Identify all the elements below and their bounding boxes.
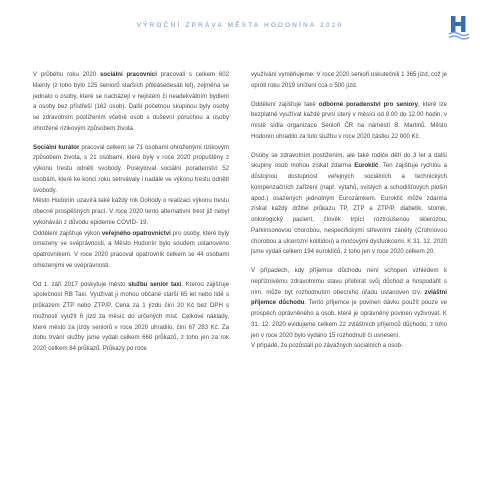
text-run: . Kterou zajišťuje společnost RB Taxi. Využívat ji mohou občané starší 65 let nebo lidé s průkazem ZTP nebo ZTP/P. Cena za 1 jízdu činí 20 Kč bez DPH s možností využít 6 jízd za měsíc do určených míst. Celkové náklady, které město za jízdy seniorů v roce 2020 uhradilo, činí 67 283 Kč. Za dobu trvání služby jsme vydali celkem 660 průkazů, z toho jen za rok 2020 celkem 84 průkazů. Průkazy po roce — [33, 280, 229, 352]
paragraph — [251, 100, 447, 143]
paragraph — [251, 151, 447, 259]
paragraph — [33, 196, 229, 228]
right-text-column — [251, 70, 447, 352]
bold-term: zvláštní příjemce důchodu — [251, 288, 447, 307]
text-run: pracovali s celkem 602 klienty (z toho bylo 125 seniorů starších přiklášedesáti let), zejména se jednalo o osoby, které se nacházejí v nejistém či neadekvátním bydlení a osoby bez přístřeší (162 osob). Další početnou skupinou byly osoby se zdravotním postižením včetně osob s duševní poruchou a osoby ohrožené rizikovým způsobem života. — [33, 71, 229, 132]
paragraph — [33, 229, 229, 272]
text-run: V průběhu roku 2020 — [33, 71, 100, 78]
text-run: Oddělení zajišťuje výkon — [33, 229, 102, 237]
text-run: . Ten zajišťuje rychlou a důstojnou dostupnost veřejných sociálních a technických kompenzačních zařízení (např. výtahů, svislých a schodišťových plošin apod.) osazených jednotným Eurozámkem. Euroklíč může zdarma získat každý držitel průkazu TP, ZTP a ZTP/P, diabetik, stomik, onkologický pacient, člověk trpící roztroušenou sklerózou, Parkinsonovou chorobou, nespecifickými střevními záněty (Crohnovou chorobou a ulcerózní kolitidou) a močovými dysfunkcemi. K 31. 12. 2020 jsme vydali celkem 194 euroklíčů, z toho jen v roce 2020 celkem 20. — [251, 162, 447, 256]
text-run: , které lze bezplatně využívat každé první úterý v měsíci od 8.00 do 12.00 hodin, v místě sídla organizace Senioři ČR na náměstí B. Martinů. Město Hodonín uhradilo za tuto službu v roce 2020 částku 22 000 Kč. — [251, 100, 448, 140]
text-run: Oddělení zajišťuje také — [251, 100, 319, 108]
bold-term: službu senior taxi — [128, 280, 182, 288]
paragraph — [33, 280, 229, 355]
page-header: VÝROČNÍ ZPRÁVA MĚSTA HODONÍNA 2020 — [136, 22, 344, 29]
bold-term: Euroklíč — [354, 162, 379, 170]
text-run: V případech, kdy příjemce důchodu není schopen vzhledem k nepříznivému zdravotnímu stavu přebírat svůj důchod a hospodařit s ním, může být rozhodnutím obecního úřadu ustanoven tzv. — [251, 267, 447, 296]
hodonin-h-logo-icon — [448, 14, 470, 40]
bold-term: sociální pracovníci — [99, 71, 157, 78]
text-run: pracoval celkem se 71 osobami ohroženými rizikovým způsobem života, s 21 osobami, které byly v roce 2020 propuštěny z výkonu trestu odnětí svobody. Poskytoval sociální poradenství 52 osobám, které ke konci roku setrvávaly i nadále ve výkonu trestu odnětí svobody. — [33, 143, 229, 194]
bold-term: veřejného opatrovnictví — [101, 229, 171, 237]
text-run: pro osoby, které byly omezeny ve svéprávnosti, a Město Hodonín bylo soudem ustanoveno opatrovníkem. V roce 2020 pracoval opatrovník celkem se 44 osobami omezenými ve svéprávnosti. — [33, 229, 229, 269]
paragraph — [251, 70, 447, 92]
text-run: Město Hodonín uzavírá také každý rok Dohody o realizaci výkonu trestu obecně prospěšných prací. V roce 2020 tento alternativní trest již nebyl vykonáván z důvodu epidemie COVID- 19. — [33, 197, 229, 226]
text-run: . Tento příjemce je povinen dávku použít pouze ve prospěch oprávněného a osob, které je oprávněný povinen vyživovat. K 31. 12. 2020 evidujeme celkem 22 zvláštních příjemců důchodu, z toho jen v roce 2020 bylo vydáno 15 rozhodnutí či usnesení. — [251, 299, 448, 339]
bold-term: odborné poradenství pro seniory — [318, 100, 419, 108]
paragraph — [251, 266, 447, 341]
bold-term: Sociální kurátor — [33, 143, 80, 151]
text-run: Od 1. září 2017 poskytuje město — [33, 280, 129, 288]
left-text-column — [33, 70, 229, 355]
text-run: využívání vyměňujeme. V roce 2020 senioři uskutečnili 1 365 jízd, což je oproti roku 2019 snížení cca o 500 jízd. — [251, 71, 447, 89]
paragraph — [33, 70, 229, 135]
paragraph — [33, 143, 229, 197]
paragraph — [251, 341, 447, 352]
text-run: V případě, že pozůstalí po závažných sociálních a osob- — [251, 342, 404, 350]
text-run: Osoby se zdravotním postižením, ale také rodiče dětí do 3 let a další skupiny osob mohou získat zdarma — [251, 151, 447, 170]
